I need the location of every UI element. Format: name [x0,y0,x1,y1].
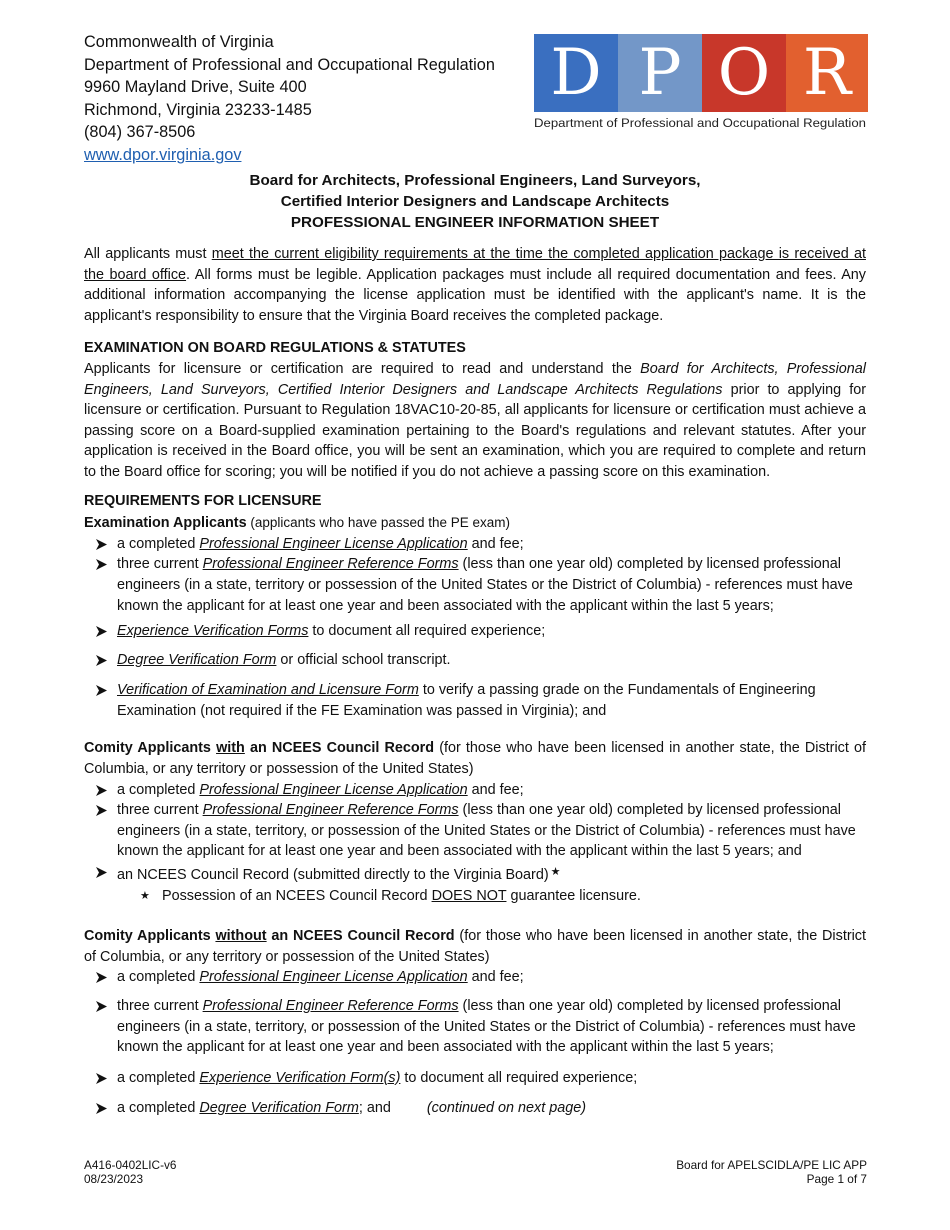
star-icon: ★ [550,866,561,879]
logo-letter-p: P [638,36,682,110]
intro-paragraph: All applicants must meet the current eligibility requirements at the time the completed application package is received at the board office. All forms must be legible. Application packages must include all required documentation and fees. Any additional information accompanying the license application must be identified with the applicant's name. It is the applicant's responsibility to ensure that the Virginia Board receives the completed package. [84,246,866,324]
arrowhead-bullet-icon [96,1073,107,1084]
exam-applicants-heading: Examination Applicants (applicants who have passed the PE exam) [84,515,510,532]
list-item: Degree Verification Form or official school transcript. [84,650,866,671]
list-item: three current Professional Engineer Reference Forms (less than one year old) completed by licensed professional engineers (in a state, territory, or possession of the United States or the District of Columbia) - references must have known the applicant for at least one year and been associated with the applicant within the last 5 years; and [84,800,866,862]
list-item: an NCEES Council Record (submitted directly to the Virginia Board) ★ [84,862,866,886]
form-reference[interactable]: Professional Engineer Reference Forms [202,998,459,1014]
page-number: Page 1 of 7 [806,1172,867,1186]
form-id: A416-0402LIC-v6 [84,1158,177,1172]
document-titles [84,170,866,233]
address-line: Richmond, Virginia 23233-1485 [84,100,312,119]
exam-heading: EXAMINATION ON BOARD REGULATIONS & STATUTES [84,340,466,357]
arrowhead-bullet-icon [96,1103,107,1114]
continued-note: (continued on next page) [426,1100,587,1117]
board-code: Board for APELSCIDLA/PE LIC APP [676,1158,867,1172]
list-item: a completed Professional Engineer License Application and fee; [84,780,866,801]
form-reference[interactable]: Experience Verification Form(s) [199,1069,401,1086]
list-item: a completed Degree Verification Form; and (continued on next page) [84,1098,866,1119]
exam-applicants-list [84,534,866,722]
list-item: a completed Experience Verification Form(s) to document all required experience; [84,1068,866,1089]
list-item: three current Professional Engineer Reference Forms (less than one year old) completed by licensed professional engineers (in a state, territory, or possession of the United States or the District of Columbia) - references must have known the applicant for at least one year and been associated with the applicant within the last 5 years; [84,996,866,1058]
address-line: Commonwealth of Virginia [84,33,274,51]
logo-letter-r: R [802,36,852,110]
form-reference[interactable]: Professional Engineer Reference Forms [202,802,459,819]
board-name-line-1: Board for Architects, Professional Engineers, Land Surveyors, [249,172,701,189]
agency-address [84,31,495,167]
comity-with-list [84,780,866,886]
regulations-title: Board for Architects, Professional Engineers, Land Surveyors, Certified Interior Designers and Landscape Architects Regulations [84,360,866,398]
arrowhead-bullet-icon [96,655,107,666]
arrowhead-bullet-icon [96,559,107,570]
arrowhead-bullet-icon [96,785,107,796]
arrowhead-bullet-icon [96,1001,107,1012]
form-reference[interactable]: Degree Verification Form [117,651,277,668]
form-reference[interactable]: Degree Verification Form [199,1100,359,1117]
document-title: PROFESSIONAL ENGINEER INFORMATION SHEET [290,214,660,231]
document-body [84,244,866,1119]
board-name-line-2: Certified Interior Designers and Landscape Architects [280,193,670,210]
arrowhead-bullet-icon [96,685,107,696]
arrowhead-bullet-icon [96,867,107,878]
list-item: Experience Verification Forms to document all required experience; [84,621,866,642]
form-reference[interactable]: Professional Engineer License Application [199,969,468,986]
dpor-logo [534,34,868,132]
arrowhead-bullet-icon [96,805,107,816]
arrowhead-bullet-icon [96,972,107,983]
logo-letter-o: O [717,36,771,110]
form-reference[interactable]: Professional Engineer License Application [199,781,468,798]
form-reference[interactable]: Experience Verification Forms [117,623,309,640]
list-item: a completed Professional Engineer License Application and fee; [84,967,866,988]
list-item: a completed Professional Engineer License Application and fee; [84,534,866,555]
phone-number: (804) 367-8506 [84,123,196,142]
arrowhead-bullet-icon [96,626,107,637]
comity-without-list [84,967,866,1119]
comity-without-heading: Comity Applicants without an NCEES Council Record (for those who have been licensed in another state, the District of Columbia, or any territory or possession of the United States) [84,928,866,965]
comity-with-heading: Comity Applicants with an NCEES Council Record (for those who have been licensed in another state, the District of Columbia, or any territory or possession of the United States) [84,740,866,778]
address-line: Department of Professional and Occupational Regulation [84,55,495,74]
arrowhead-bullet-icon [96,539,107,550]
list-item: Verification of Examination and Licensure Form to verify a passing grade on the Fundamentals of Engineering Examination (not required if the FE Examination was passed in Virginia); and [84,680,866,721]
star-bullet-icon: ★ [140,889,150,902]
form-reference[interactable]: Professional Engineer Reference Forms [202,556,459,573]
exam-paragraph: Applicants for licensure or certification are required to read and understand the Board for Architects, Professional Engineers, Land Surveyors, Certified Interior Designers and Landscape Architects Regulations prior to applying for licensure or certification. Pursuant to Regulation 18VAC10-20-85, all applicants for licensure or certification must achieve a passing score on a Board-supplied examination pertaining to the Board's regulations and relevant statutes. After your application is received in the Board office, you will be sent an examination, which you are required to complete and return to the Board office for scoring; you will be notified if you do not achieve a passing score on this examination. [84,360,866,480]
footer-left [84,1158,176,1186]
form-reference[interactable]: Professional Engineer License Application [199,535,468,552]
eligibility-note: meet the current eligibility requirements at the time the completed application package is received at the board office [84,246,866,283]
logo-letter-d: D [550,36,602,110]
star-note: ★ Possession of an NCEES Council Record DOES NOT guarantee licensure. [84,886,866,907]
requirements-heading: REQUIREMENTS FOR LICENSURE [84,492,322,509]
list-item: three current Professional Engineer Reference Forms (less than one year old) completed by licensed professional engineers (in a state, territory or possession of the United States or the District of Columbia) - references must have known the applicant for at least one year and been associated with the applicant within the last 5 years; [84,554,866,616]
footer-right [676,1158,867,1186]
website-link[interactable]: www.dpor.virginia.gov [84,145,242,164]
revision-date: 08/23/2023 [84,1172,144,1186]
form-reference[interactable]: Verification of Examination and Licensure Form [117,682,419,699]
address-line: 9960 Mayland Drive, Suite 400 [84,78,307,97]
logo-subtitle: Department of Professional and Occupational Regulation [534,116,867,130]
